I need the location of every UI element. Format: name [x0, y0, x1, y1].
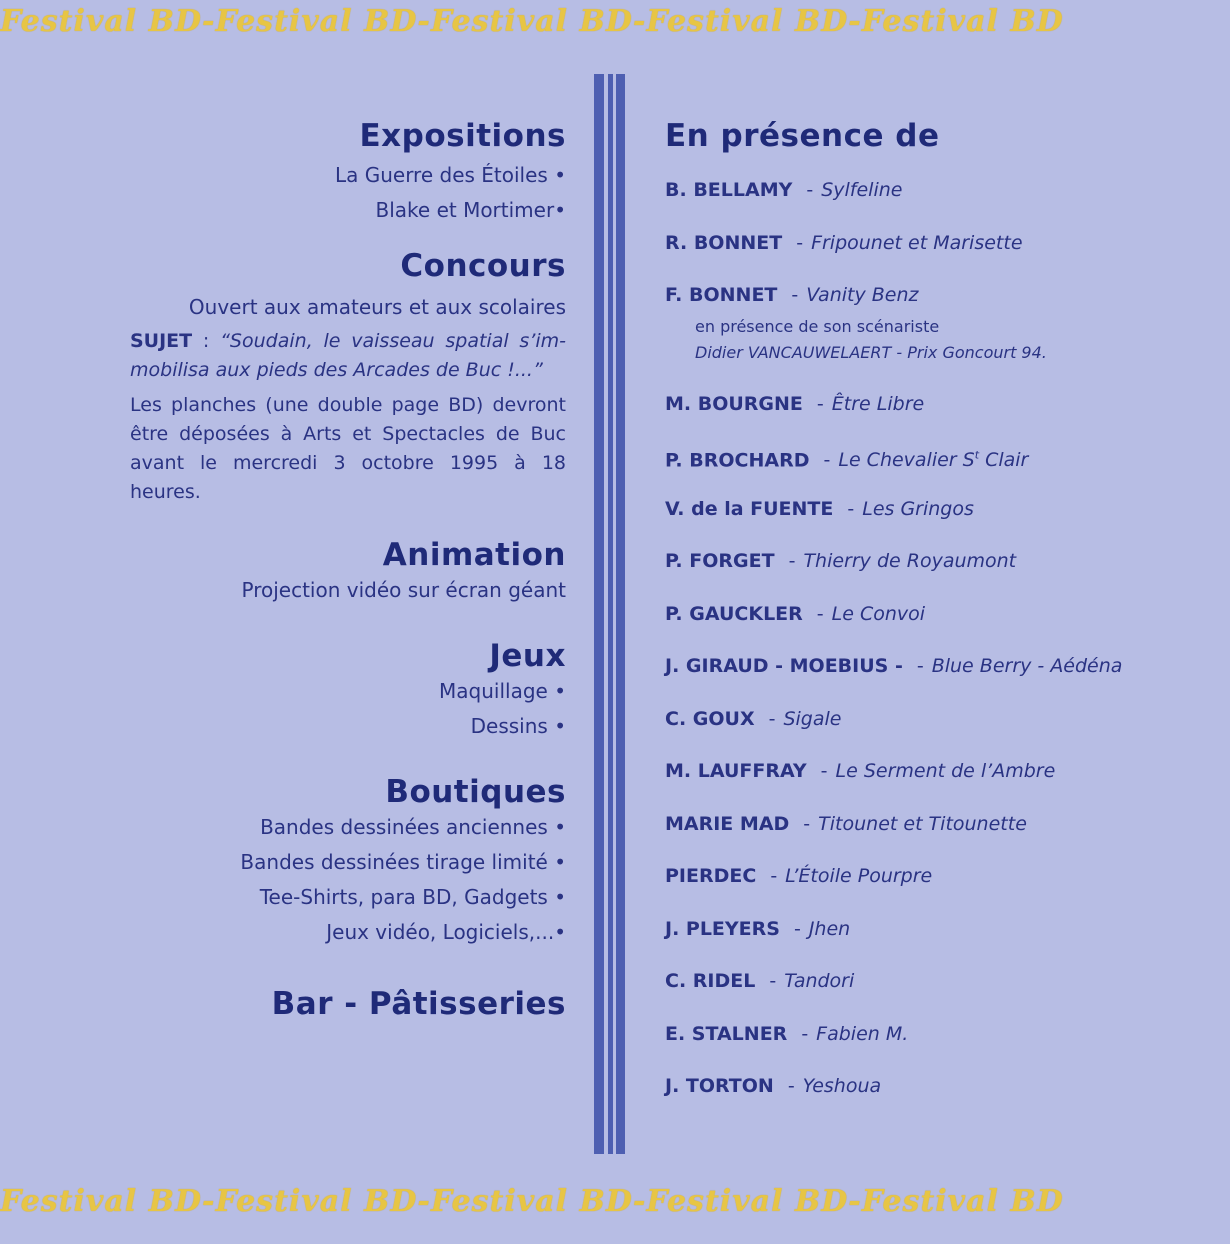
author-work: Vanity Benz [806, 284, 919, 306]
author-row [665, 798, 1205, 851]
author-row [665, 850, 1205, 903]
banner-item: Festival BD [861, 1184, 1064, 1219]
banner-item: Festival BD [0, 4, 202, 39]
section-concours [130, 248, 566, 507]
section-title: Animation [382, 537, 566, 573]
author-work: L’Étoile Pourpre [785, 865, 933, 887]
author-work: Être Libre [831, 392, 925, 415]
author-name: B. BELLAMY [665, 179, 793, 201]
author-separator: - [916, 655, 924, 677]
author-name: J. GIRAUD - MOEBIUS - [665, 655, 903, 677]
bonnet-note: Didier VANCAUWELAERT - Prix Goncourt 94. [695, 342, 1047, 362]
section-bar [130, 986, 566, 1022]
author-work: Les Gringos [862, 497, 974, 520]
animation-text: Projection vidéo sur écran géant [241, 578, 566, 602]
banner-top: Festival BD-Festival BD-Festival BD-Festival BD-Festival BD [0, 4, 1064, 39]
author-separator: - [769, 970, 777, 992]
author-name: PIERDEC [665, 865, 757, 887]
banner-item: Festival BD [646, 4, 849, 39]
section-expositions [130, 118, 566, 228]
author-name: J. PLEYERS [665, 917, 780, 940]
author-separator: - [770, 865, 778, 887]
author-row [665, 378, 1205, 431]
banner-item: Festival BD [215, 4, 418, 39]
section-title: Boutiques [385, 774, 566, 810]
author-work: Blue Berry - Aédéna [931, 655, 1123, 677]
author-work: Le Serment de l’Ambre [835, 760, 1056, 782]
section-title: Jeux [489, 638, 566, 674]
sujet-label: SUJET [130, 330, 193, 352]
author-separator: - [796, 231, 804, 254]
concours-planches: Les planches (une double page BD) devront être déposées à Arts et Spectacles de Buc avant le mercredi 3 octobre 1995 à 18 heures. [130, 394, 566, 503]
section-boutiques [130, 774, 566, 950]
authors-list [665, 164, 1205, 1113]
author-work: Sigale [783, 707, 842, 730]
author-work: Fabien M. [816, 1022, 909, 1045]
list-item: Blake et Mortimer• [375, 198, 566, 222]
program-column [130, 118, 566, 1022]
author-name: R. BONNET [665, 231, 783, 254]
author-separator: - [768, 707, 776, 730]
author-work: Titounet et Titounette [818, 812, 1027, 835]
author-row [665, 430, 1205, 483]
section-jeux [130, 638, 566, 744]
author-separator: - [816, 392, 824, 415]
author-name: P. BROCHARD [665, 449, 810, 472]
author-separator: - [791, 284, 799, 306]
author-row [665, 588, 1205, 641]
author-row [665, 1060, 1205, 1113]
author-name: V. de la FUENTE [665, 497, 834, 520]
list-item: Dessins • [470, 714, 566, 738]
author-name: P. GAUCKLER [665, 602, 803, 625]
banner-item: Festival BD [430, 1184, 633, 1219]
banner-bottom: Festival BD-Festival BD-Festival BD-Festival BD-Festival BD [0, 1184, 1064, 1219]
list-item: La Guerre des Étoiles • [334, 163, 566, 187]
author-row [665, 164, 1205, 217]
author-separator: - [823, 449, 831, 472]
list-item: Bandes dessinées tirage limité • [240, 850, 566, 874]
author-separator: - [793, 917, 801, 940]
author-separator: - [806, 179, 814, 201]
author-name: M. LAUFFRAY [665, 760, 807, 782]
author-name: C. RIDEL [665, 970, 756, 992]
author-name: P. FORGET [665, 550, 775, 572]
author-row [665, 1008, 1205, 1061]
banner-item: Festival BD [861, 4, 1064, 39]
author-name: M. BOURGNE [665, 392, 803, 415]
section-title: Concours [400, 248, 566, 284]
author-work: Thierry de Royaumont [803, 550, 1017, 572]
author-row [665, 640, 1205, 693]
author-work: Le Chevalier $S^t$ Clair [838, 449, 1029, 472]
authors-title: En présence de [665, 118, 940, 154]
bonnet-note: en présence de son scénariste [695, 316, 940, 336]
sujet-text: “Soudain, le vaisseau spatial s’im-mobilisa aux pieds des Arcades de Buc !...” [130, 330, 566, 381]
list-item: Bandes dessinées anciennes • [260, 815, 566, 839]
author-name: J. TORTON [665, 1075, 774, 1097]
author-separator: - [816, 602, 824, 625]
author-row [665, 903, 1205, 956]
author-work: Le Convoi [831, 602, 926, 625]
banner-item: Festival BD [430, 4, 633, 39]
author-row [665, 955, 1205, 1008]
author-separator: - [847, 497, 855, 520]
author-separator: - [820, 760, 828, 782]
center-divider [594, 74, 634, 1154]
author-separator: - [803, 812, 811, 835]
author-separator: - [801, 1022, 809, 1045]
author-separator: - [787, 1075, 795, 1097]
section-animation [130, 537, 566, 608]
author-separator: - [788, 550, 796, 572]
section-title: Bar - Pâtisseries [271, 986, 566, 1022]
banner-item: Festival BD [0, 1184, 202, 1219]
author-name: MARIE MAD [665, 812, 790, 835]
list-item: Tee-Shirts, para BD, Gadgets • [259, 885, 566, 909]
author-work: Sylfeline [821, 179, 903, 201]
author-name: F. BONNET [665, 284, 778, 306]
concours-sujet: SUJET : “Soudain, le vaisseau spatial s’im-mobilisa aux pieds des Arcades de Buc !...” [130, 330, 566, 381]
author-row [665, 745, 1205, 798]
author-row [665, 483, 1205, 536]
section-title: Expositions [359, 118, 566, 154]
author-work: Tandori [784, 970, 855, 992]
author-row [665, 693, 1205, 746]
author-name: E. STALNER [665, 1022, 788, 1045]
author-work: Yeshoua [802, 1075, 882, 1097]
banner-item: Festival BD [215, 1184, 418, 1219]
banner-item: Festival BD [646, 1184, 849, 1219]
author-row [665, 535, 1205, 588]
author-work: Fripounet et Marisette [811, 231, 1023, 254]
list-item: Jeux vidéo, Logiciels,...• [326, 920, 566, 944]
list-item: Maquillage • [439, 679, 566, 703]
authors-column [665, 118, 1205, 1113]
author-name: C. GOUX [665, 707, 755, 730]
author-row [665, 217, 1205, 270]
author-work: Jhen [808, 917, 851, 940]
concours-subtitle: Ouvert aux amateurs et aux scolaires [188, 295, 566, 319]
